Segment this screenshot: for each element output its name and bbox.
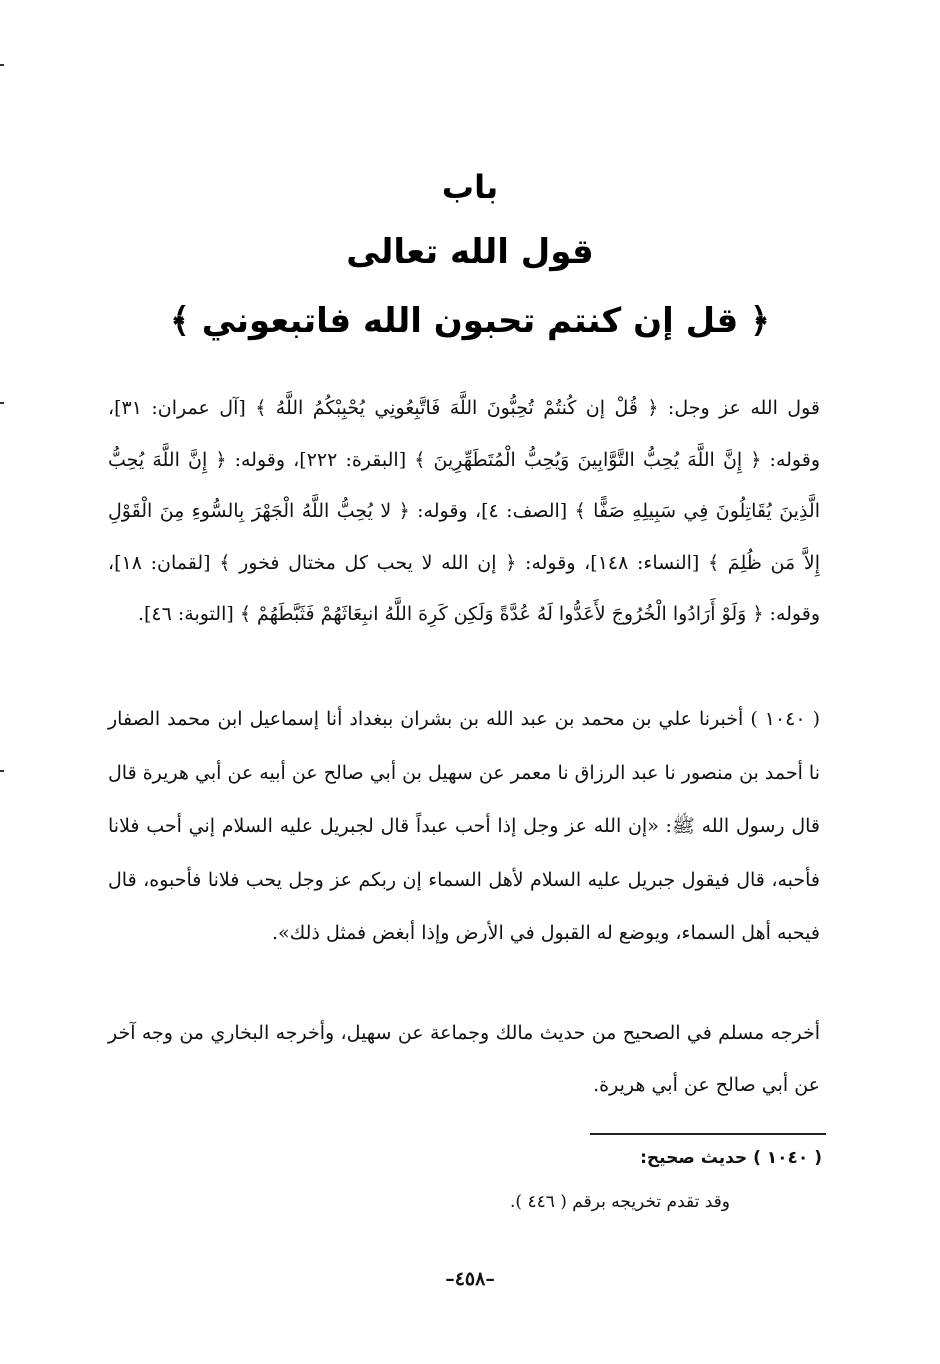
intro-paragraph: قول الله عز وجل: ﴿ قُلْ إن كُنتُمْ تُحِبُّونَ اللَّهَ فَاتَّبِعُونِي يُحْبِبْكُمُ اللَّهُ ﴾ [آل عمران: ٣١]، وقوله: ﴿ إِنَّ اللَّهَ يُحِبُّ التَّوَّابِينَ وَيُحِبُّ الْمُتَطَهِّرِينَ ﴾ [البقرة: ٢٢٢]، وقوله: ﴿ إِنَّ اللَّهَ يُحِبُّ الَّذِينَ يُقَاتِلُونَ فِي سَبِيلِهِ صَفًّا ﴾ [الصف: ٤]، وقوله: ﴿ لا يُحِبُّ اللَّهُ الْجَهْرَ بِالسُّوءِ مِنَ الْقَوْلِ إِلاَّ مَن ظُلِمَ ﴾ [النساء: ١٤٨]، وقوله: ﴿ إن الله لا يحب كل مختال فخور ﴾ [لقمان: ١٨]، وقوله: ﴿ وَلَوْ أَرَادُوا الْخُرُوجَ لأَعَدُّوا لَهُ عُدَّةً وَلَكِن كَرِهَ اللَّهُ انبِعَاثَهُمْ فَثَبَّطَهُمْ ﴾ [التوبة: ٤٦]. [108, 397, 820, 625]
footnote-heading: ( ١٠٤٠ ) حديث صحيح: [640, 1148, 822, 1168]
hadith-paragraph: ( ١٠٤٠ ) أخبرنا علي بن محمد بن عبد الله بن بشران ببغداد أنا إسماعيل ابن محمد الصفار نا أحمد بن منصور نا عبد الرزاق نا معمر عن سهيل بن أبي صالح عن أبيه عن أبي هريرة قال قال رسول الله ﷺ: «إن الله عز وجل إذا أحب عبداً قال لجبريل عليه السلام إني أحب فلانا فأحبه، قال فيقول جبريل عليه السلام لأهل السماء إن ربكم عز وجل يحب فلانا فأحبوه، قال فيحبه أهل السماء، ويوضع له القبول في الأرض وإذا أبغض فمثل ذلك». [108, 708, 820, 944]
page-number: –٤٥٨– [445, 1268, 495, 1290]
footnote-divider [590, 1133, 826, 1135]
chapter-title: قول الله تعالى [346, 232, 594, 272]
takhrij-paragraph: أخرجه مسلم في الصحيح من حديث مالك وجماعة عن سهيل، وأخرجه البخاري من وجه آخر عن أبي صالح عن أبي هريرة. [108, 1022, 820, 1096]
margin-mark [0, 402, 4, 404]
footnote-text: وقد تقدم تخريجه برقم ( ٤٤٦ ). [509, 1192, 730, 1212]
chapter-verse-title: ﴿ قل إن كنتم تحبون الله فاتبعوني ﴾ [170, 301, 770, 341]
chapter-label: باب [441, 168, 499, 206]
margin-mark [0, 64, 4, 66]
margin-mark [0, 770, 4, 772]
